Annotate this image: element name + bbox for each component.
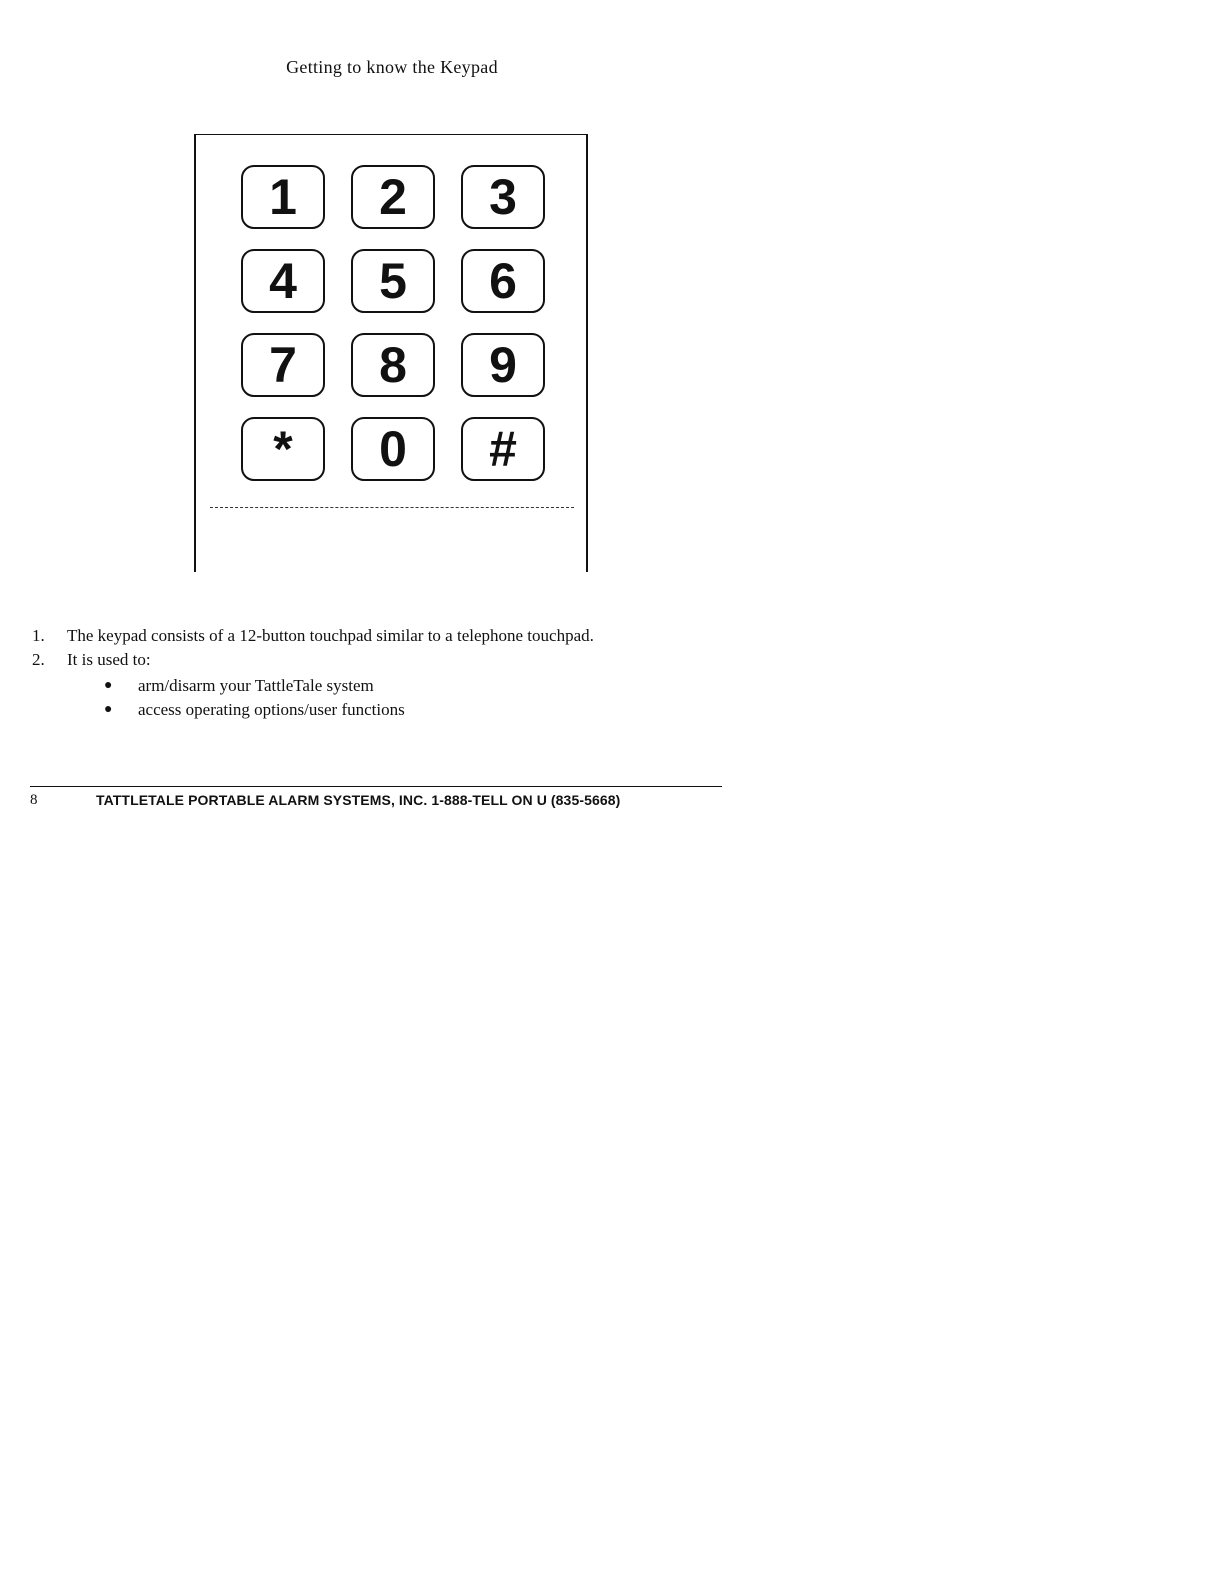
- bullet-icon: ●: [104, 702, 113, 717]
- list-number: 1.: [32, 626, 45, 645]
- page-number: 8: [30, 792, 38, 808]
- bullet-list: [104, 674, 594, 722]
- bullet-text: arm/disarm your TattleTale system: [138, 676, 374, 695]
- footer-divider: [30, 786, 722, 787]
- key-4[interactable]: 4: [241, 249, 325, 313]
- display-divider: [210, 507, 574, 508]
- list-number: 2.: [32, 650, 45, 669]
- list-item: [32, 624, 594, 648]
- keypad-illustration: [194, 134, 588, 572]
- list-text: It is used to:: [67, 650, 151, 669]
- key-0[interactable]: 0: [351, 417, 435, 481]
- list-item: [32, 648, 594, 672]
- key-hash[interactable]: #: [461, 417, 545, 481]
- key-1[interactable]: 1: [241, 165, 325, 229]
- page-title: Getting to know the Keypad: [286, 57, 498, 77]
- description-list: [32, 624, 594, 722]
- list-text: The keypad consists of a 12-button touchpad similar to a telephone touchpad.: [67, 626, 594, 645]
- bullet-item: [104, 698, 594, 722]
- bullet-icon: ●: [104, 678, 113, 693]
- bullet-text: access operating options/user functions: [138, 700, 405, 719]
- key-2[interactable]: 2: [351, 165, 435, 229]
- footer-text: TATTLETALE PORTABLE ALARM SYSTEMS, INC. 1-888-TELL ON U (835-5668): [96, 792, 621, 808]
- key-5[interactable]: 5: [351, 249, 435, 313]
- bullet-item: [104, 674, 594, 698]
- keypad-grid: [241, 165, 545, 481]
- key-8[interactable]: 8: [351, 333, 435, 397]
- key-9[interactable]: 9: [461, 333, 545, 397]
- key-3[interactable]: 3: [461, 165, 545, 229]
- key-star[interactable]: *: [241, 417, 325, 481]
- key-7[interactable]: 7: [241, 333, 325, 397]
- footer: [30, 792, 620, 809]
- key-6[interactable]: 6: [461, 249, 545, 313]
